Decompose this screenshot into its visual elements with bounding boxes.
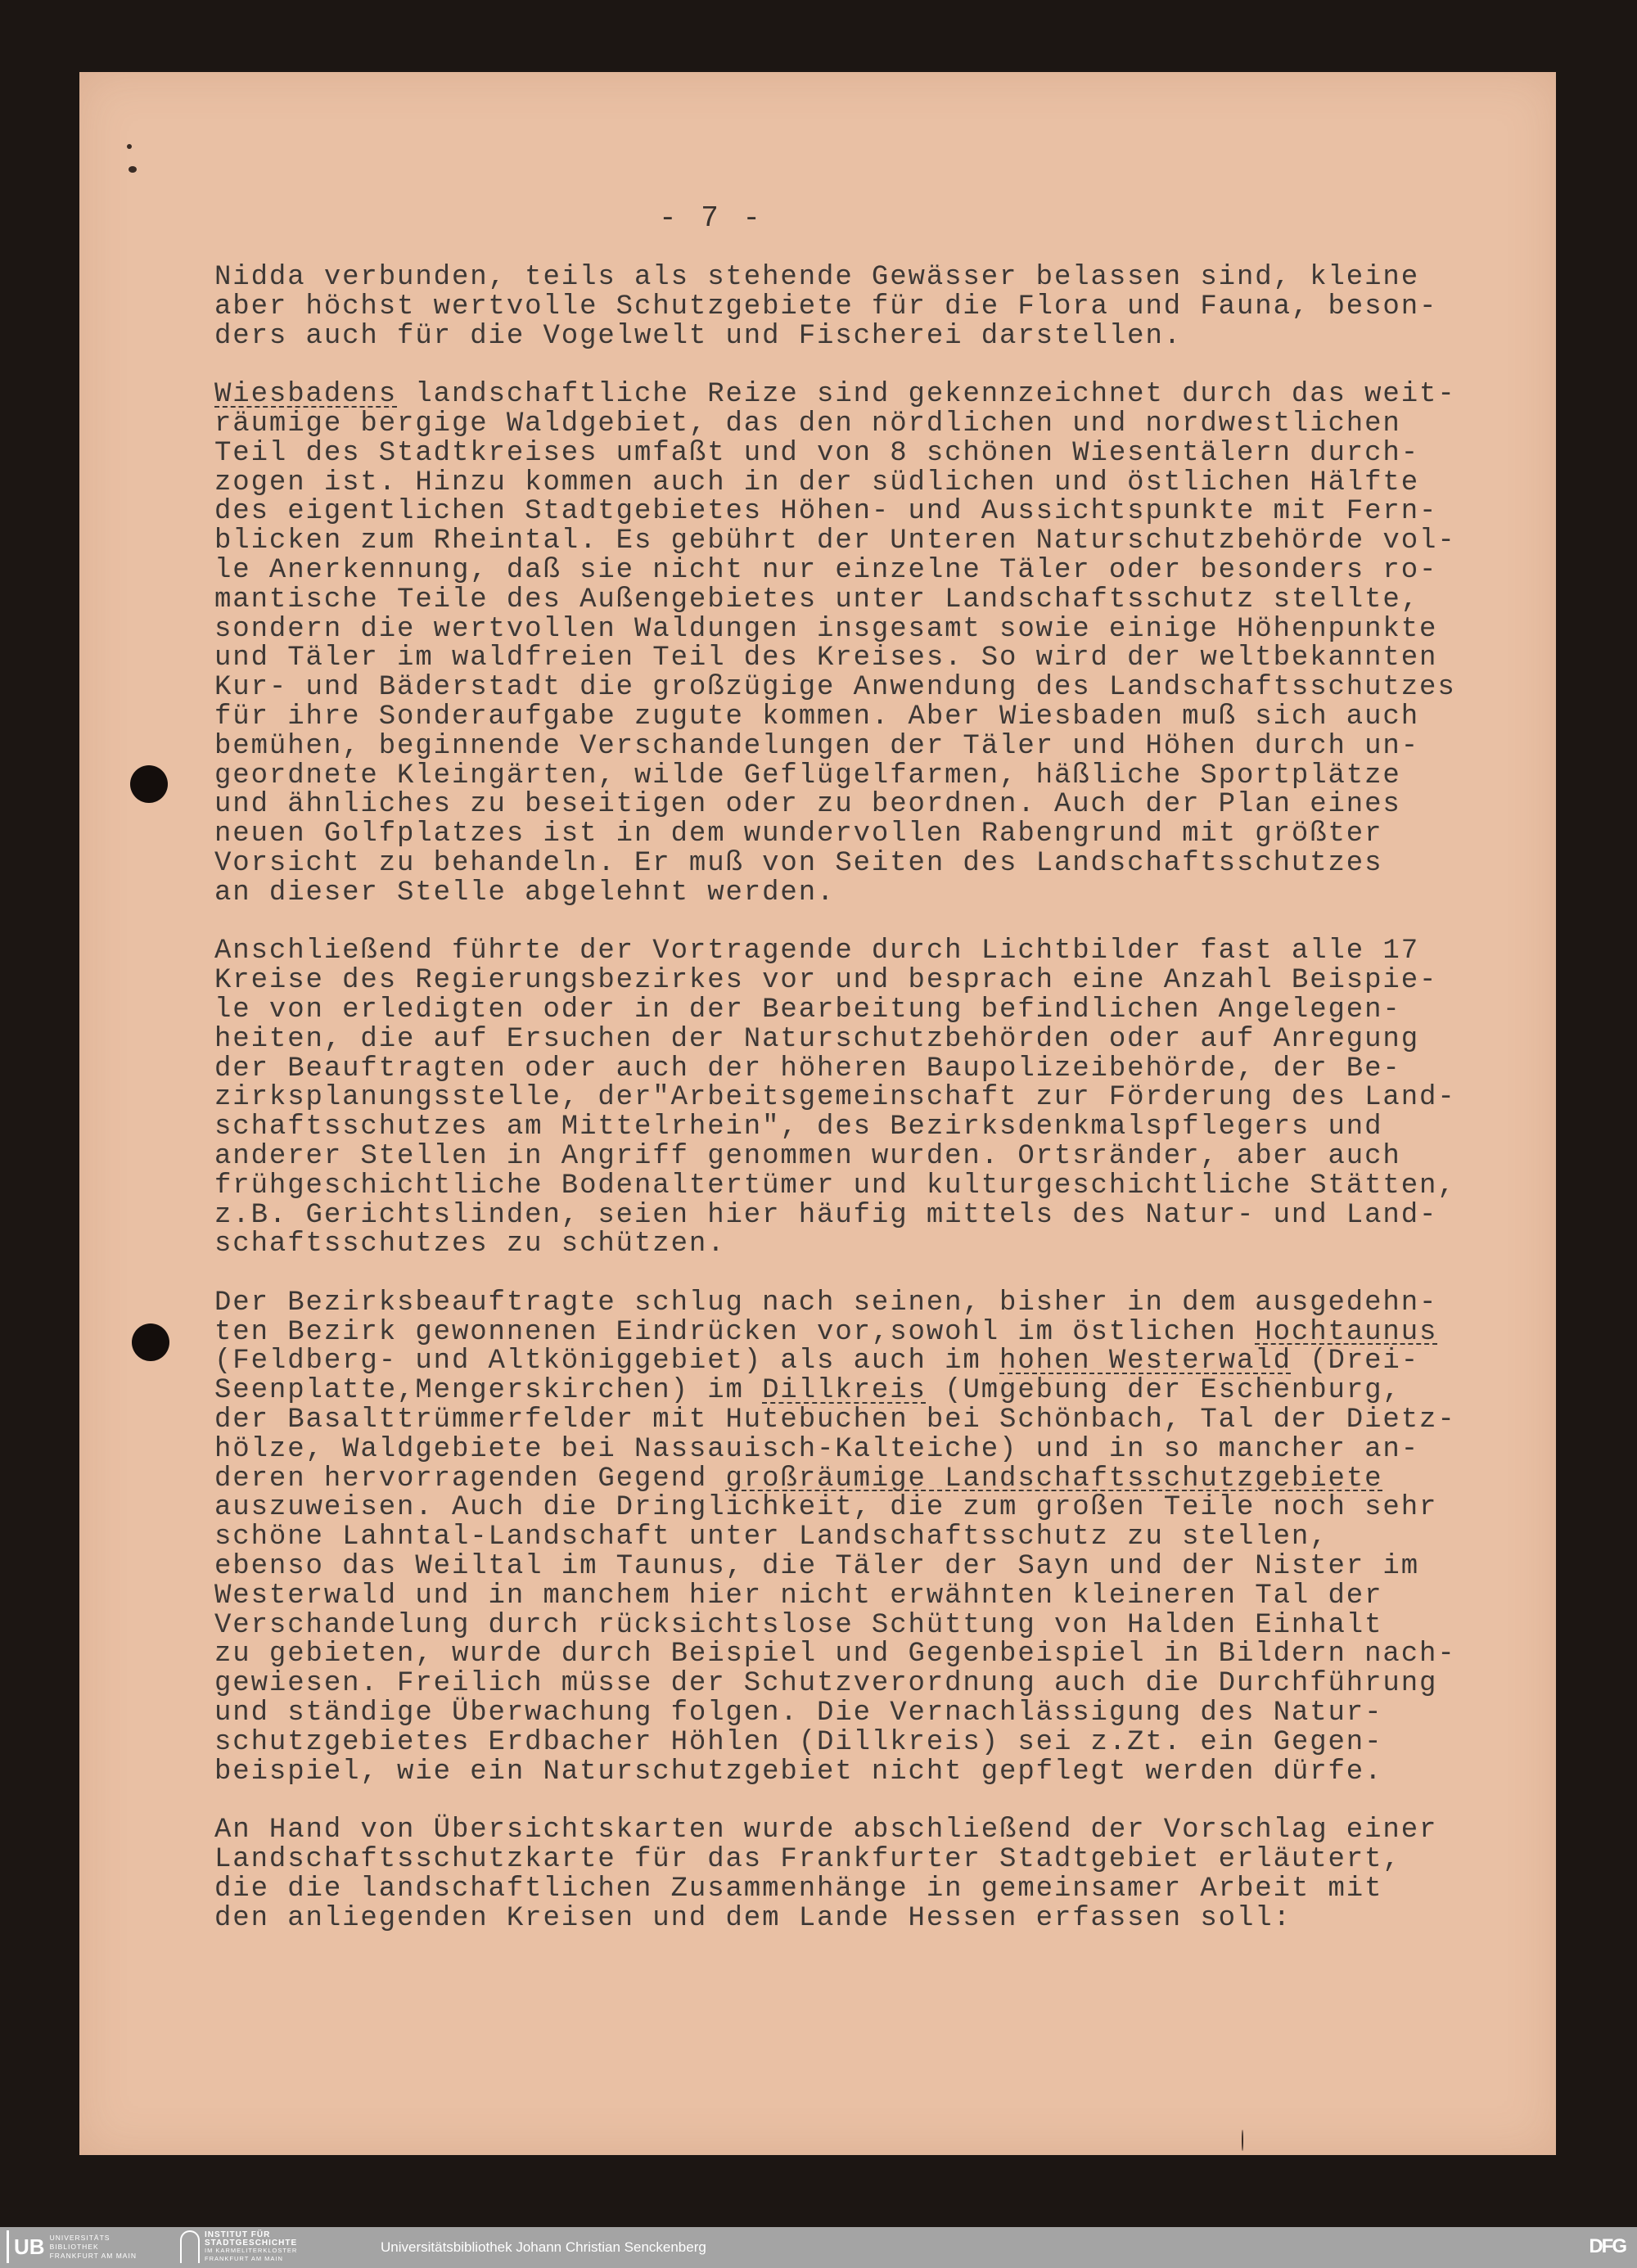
text-line: le von erledigten oder in der Bearbeitung befindlichen Angelegen-	[214, 994, 1401, 1026]
text-line: schöne Lahntal-Landschaft unter Landschaftsschutz zu stellen,	[214, 1522, 1328, 1553]
scan-speck	[129, 166, 137, 173]
institute-logo	[180, 2230, 297, 2263]
paragraph	[214, 937, 1491, 1260]
text-line: mantische Teile des Außengebietes unter Landschaftsschutz stellte,	[214, 584, 1420, 615]
text-line: blicken zum Rheintal. Es gebührt der Unteren Naturschutzbehörde vol-	[214, 525, 1456, 557]
text-line: ebenso das Weiltal im Taunus, die Täler der Sayn und der Nister im	[214, 1551, 1420, 1583]
text-line: le Anerkennung, daß sie nicht nur einzelne Täler oder besonders ro-	[214, 554, 1438, 586]
text-line: neuen Golfplatzes ist in dem wundervollen Rabengrund mit größter	[214, 818, 1383, 850]
text-line: Westerwald und in manchem hier nicht erwähnten kleineren Tal der	[214, 1580, 1383, 1612]
text-line: Verschandelung durch rücksichtslose Schüttung von Halden Einhalt	[214, 1609, 1383, 1641]
text-line: schaftsschutzes am Mittelrhein", des Bezirksdenkmalspflegers und	[214, 1111, 1383, 1143]
text-line: An Hand von Übersichtskarten wurde abschließend der Vorschlag einer	[214, 1815, 1438, 1846]
punch-hole	[132, 1323, 169, 1361]
institute-line: FRANKFURT AM MAIN	[205, 2254, 283, 2262]
ub-logo	[7, 2230, 137, 2263]
text-line: beispiel, wie ein Naturschutzgebiet nicht gepflegt werden dürfe.	[214, 1756, 1383, 1788]
text-line: schaftsschutzes zu schützen.	[214, 1229, 726, 1260]
text-line: anderer Stellen in Angriff genommen wurden. Ortsränder, aber auch	[214, 1140, 1401, 1172]
footer-bar	[0, 2227, 1637, 2268]
text-line: an dieser Stelle abgelehnt werden.	[214, 877, 836, 909]
text-line: zu gebieten, wurde durch Beispiel und Gegenbeispiel in Bildern nach-	[214, 1639, 1456, 1671]
underlined-text: Hochtaunus	[1255, 1316, 1438, 1348]
text-line: Kreise des Regierungsbezirkes vor und besprach eine Anzahl Beispie-	[214, 965, 1438, 997]
text-line: zirksplanungsstelle, der"Arbeitsgemeinschaft zur Förderung des Land-	[214, 1082, 1456, 1114]
text-line: der Beauftragten oder auch der höheren Baupolizeibehörde, der Be-	[214, 1053, 1401, 1084]
paragraph	[214, 381, 1491, 908]
text-line: des eigentlichen Stadtgebietes Höhen- und Aussichtspunkte mit Fern-	[214, 496, 1438, 528]
page-number: - 7 -	[659, 201, 764, 235]
text-line	[214, 1377, 1491, 1406]
ub-line: UNIVERSITÄTS	[49, 2233, 110, 2242]
text-line: den anliegenden Kreisen und dem Lande Hessen erfassen soll:	[214, 1902, 1292, 1934]
text-line: die die landschaftlichen Zusammenhänge in gemeinsamer Arbeit mit	[214, 1873, 1383, 1905]
text-segment: deren hervorragenden Gegend	[214, 1463, 726, 1495]
text-line	[214, 1465, 1491, 1495]
text-line: sondern die wertvollen Waldungen insgesamt sowie einige Höhenpunkte	[214, 613, 1438, 645]
text-segment: Seenplatte,Mengerskirchen) im	[214, 1375, 763, 1407]
ub-logo-mark: UB	[7, 2230, 45, 2263]
underlined-text: Wiesbadens	[214, 379, 398, 411]
paragraph	[214, 264, 1491, 351]
text-line: frühgeschichtliche Bodenaltertümer und kulturgeschichtliche Stätten,	[214, 1170, 1456, 1202]
text-line: bemühen, beginnende Verschandelungen der Täler und Höhen durch un-	[214, 730, 1420, 762]
footer-library-name: Universitätsbibliothek Johann Christian Senckenberg	[381, 2239, 706, 2255]
text-line: Teil des Stadtkreises umfaßt und von 8 schönen Wiesentälern durch-	[214, 437, 1420, 469]
text-line: räumige bergige Waldgebiet, das den nördlichen und nordwestlichen	[214, 408, 1401, 440]
institute-line: IM KARMELITERKLOSTER	[205, 2247, 298, 2254]
text-line: der Basalttrümmerfelder mit Hutebuchen bei Schönbach, Tal der Dietz-	[214, 1405, 1456, 1436]
scan-speck	[1242, 2130, 1243, 2151]
paragraph	[214, 1816, 1491, 1933]
text-segment: landschaftliche Reize sind gekennzeichnet durch das weit-	[397, 379, 1456, 411]
text-line: und ähnliches zu beseitigen oder zu beordnen. Auch der Plan eines	[214, 789, 1401, 821]
text-line: geordnete Kleingärten, wilde Geflügelfarmen, häßliche Sportplätze	[214, 760, 1401, 791]
institute-logo-text	[205, 2231, 297, 2262]
text-line: z.B. Gerichtslinden, seien hier häufig mittels des Natur- und Land-	[214, 1199, 1438, 1231]
underlined-text: großräumige Landschaftsschutzgebiete	[725, 1463, 1383, 1495]
text-line: und ständige Überwachung folgen. Die Vernachlässigung des Natur-	[214, 1698, 1383, 1729]
text-line: Nidda verbunden, teils als stehende Gewässer belassen sind, kleine	[214, 262, 1420, 293]
punch-hole	[130, 765, 168, 803]
text-line	[214, 1347, 1491, 1377]
text-line	[214, 381, 1491, 410]
text-segment: (Umgebung der Eschenburg,	[926, 1375, 1401, 1407]
document-body	[214, 264, 1491, 1963]
text-line: zogen ist. Hinzu kommen auch in der südlichen und östlichen Hälfte	[214, 467, 1420, 498]
ub-logo-text	[50, 2234, 137, 2261]
text-line	[214, 1316, 1491, 1348]
text-line: auszuweisen. Auch die Dringlichkeit, die zum großen Teile noch sehr	[214, 1492, 1438, 1524]
text-line: heiten, die auf Ersuchen der Naturschutzbehörden oder auf Anregung	[214, 1023, 1420, 1055]
dfg-logo: DFG	[1589, 2235, 1626, 2257]
scan-speck	[127, 144, 132, 149]
text-line: Vorsicht zu behandeln. Er muß von Seiten des Landschaftsschutzes	[214, 847, 1383, 879]
institute-line: INSTITUT FÜR	[205, 2230, 271, 2239]
text-segment: (Feldberg- und Altköniggebiet) als auch im	[214, 1346, 1000, 1377]
ub-line: BIBLIOTHEK	[49, 2242, 99, 2251]
ub-line: FRANKFURT AM MAIN	[49, 2251, 137, 2260]
institute-logo-mark	[180, 2230, 200, 2263]
underlined-text: Dillkreis	[762, 1375, 927, 1407]
text-line: ders auch für die Vogelwelt und Fischerei darstellen.	[214, 320, 1183, 352]
text-line: Anschließend führte der Vortragende durch Lichtbilder fast alle 17	[214, 936, 1420, 967]
text-segment: ten Bezirk gewonnenen Eindrücken vor,sowohl im östlichen	[214, 1316, 1256, 1348]
text-line: Landschaftsschutzkarte für das Frankfurter Stadtgebiet erläutert,	[214, 1844, 1401, 1876]
underlined-text: hohen Westerwald	[999, 1346, 1292, 1377]
text-segment: (Drei-	[1291, 1346, 1420, 1377]
text-line: Der Bezirksbeauftragte schlug nach seinen, bisher in dem ausgedehn-	[214, 1287, 1438, 1319]
text-line: für ihre Sonderaufgabe zugute kommen. Aber Wiesbaden muß sich auch	[214, 701, 1420, 733]
text-line: aber höchst wertvolle Schutzgebiete für die Flora und Fauna, beson-	[214, 291, 1438, 322]
text-line: Kur- und Bäderstadt die großzügige Anwendung des Landschaftsschutzes	[214, 672, 1456, 704]
institute-line: STADTGESCHICHTE	[205, 2238, 298, 2248]
text-line: und Täler im waldfreien Teil des Kreises. So wird der weltbekannten	[214, 643, 1438, 674]
paragraph	[214, 1289, 1491, 1788]
text-line: gewiesen. Freilich müsse der Schutzverordnung auch die Durchführung	[214, 1668, 1438, 1700]
text-line: hölze, Waldgebiete bei Nassauisch-Kalteiche) und in so mancher an-	[214, 1433, 1420, 1465]
text-line: schutzgebietes Erdbacher Höhlen (Dillkreis) sei z.Zt. ein Gegen-	[214, 1726, 1383, 1758]
